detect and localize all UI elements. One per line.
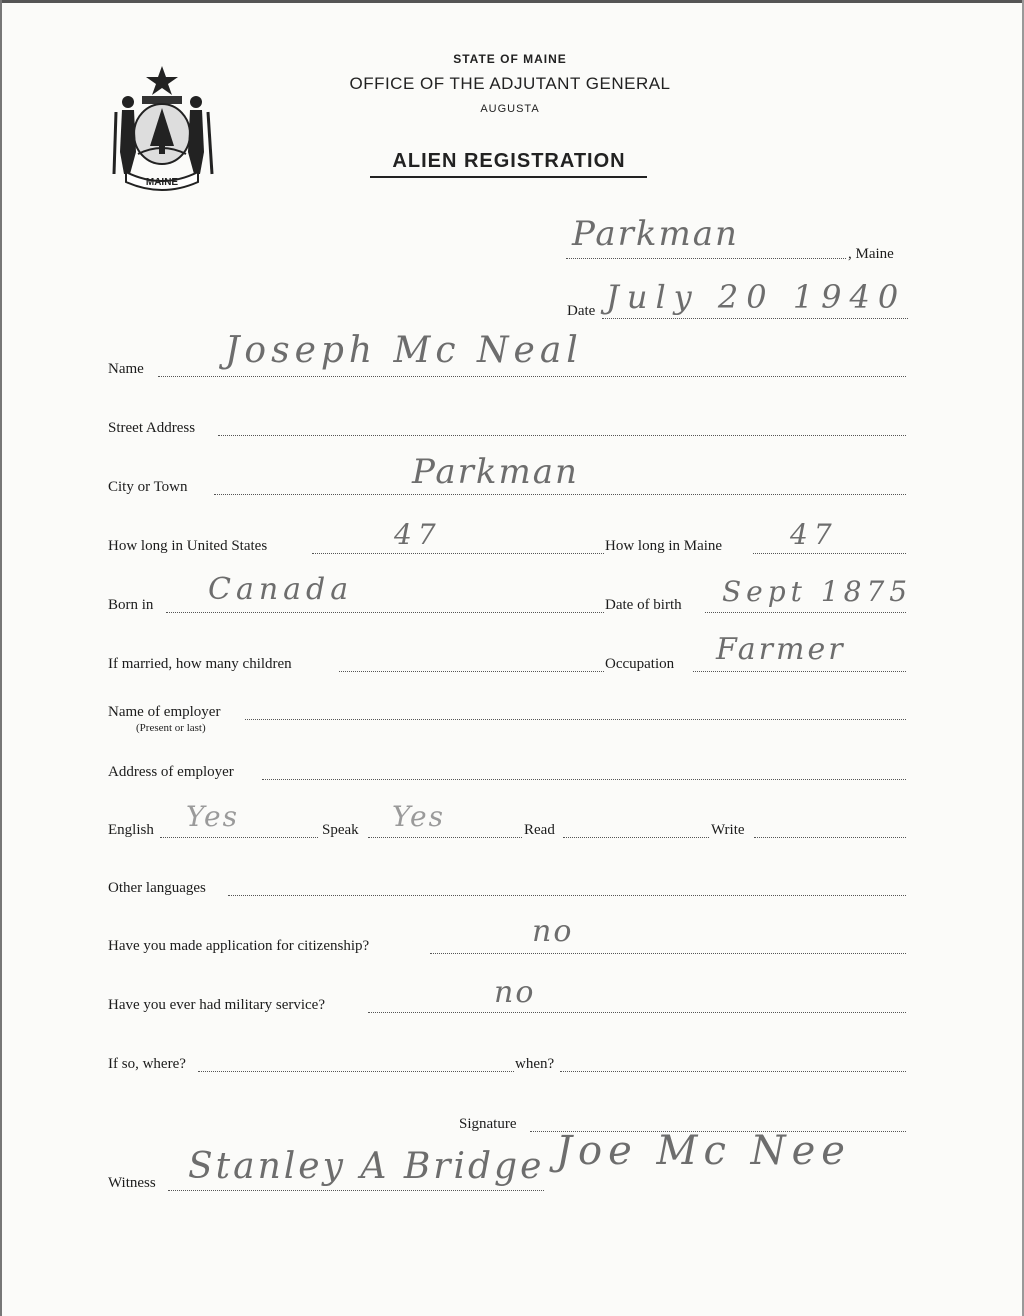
employer-address-line [262,779,906,780]
city-value: Parkman [412,452,579,492]
city-line [214,494,906,495]
english-line [160,837,318,838]
scan-border-left [0,0,2,1316]
street-address-line [218,435,906,436]
town-value: Parkman [572,214,739,254]
english-value: Yes [186,800,239,833]
signature-label: Signature [459,1116,517,1132]
witness-label: Witness [108,1175,156,1191]
title-underline [370,176,647,178]
employer-line [245,719,906,720]
how-long-maine-line [753,553,906,554]
military-label: Have you ever had military service? [108,997,325,1013]
name-value: Joseph Mc Neal [225,330,583,371]
how-long-maine-value: 47 [790,518,838,551]
header-office: OFFICE OF THE ADJUTANT GENERAL [349,74,671,93]
speak-value: Yes [392,800,445,833]
signature-value: Joe Mc Nee [556,1128,851,1174]
how-long-maine-label: How long in Maine [605,538,723,554]
witness-value: Stanley A Bridge [188,1146,545,1187]
when-label: when? [515,1056,555,1072]
citizenship-line [430,953,906,954]
english-label: English [108,822,154,838]
scan-border-top [0,0,1024,3]
children-line [339,671,604,672]
born-in-line [166,612,604,613]
name-label: Name [108,361,144,377]
speak-line [368,837,522,838]
military-line [368,1012,906,1013]
date-line [602,318,908,319]
citizenship-value: no [532,914,574,949]
employer-label: Name of employer [108,704,221,720]
where-label: If so, where? [108,1056,186,1072]
children-label: If married, how many children [108,656,292,672]
born-in-label: Born in [108,597,154,613]
occupation-label: Occupation [605,656,675,672]
write-line [754,837,906,838]
town-line [566,258,846,259]
header-city: AUGUSTA [480,103,540,115]
military-value: no [494,975,536,1010]
where-line [198,1071,514,1072]
employer-address-label: Address of employer [108,764,234,780]
date-of-birth-value: Sept 1875 [722,575,913,608]
how-long-us-label: How long in United States [108,538,268,554]
street-address-label: Street Address [108,420,196,436]
witness-line [168,1190,544,1191]
how-long-us-line [312,553,604,554]
date-value: July 20 1940 [606,278,907,316]
other-languages-line [228,895,906,896]
date-of-birth-line [705,612,906,613]
speak-label: Speak [322,822,359,838]
employer-sublabel: (Present or last) [136,722,206,734]
born-in-value: Canada [208,572,354,607]
when-line [560,1071,906,1072]
form-title: ALIEN REGISTRATION [392,150,626,172]
seal-banner-text: MAINE [145,177,179,188]
write-label: Write [711,822,745,838]
maine-label: , Maine [848,246,894,262]
how-long-us-value: 47 [394,518,442,551]
other-languages-label: Other languages [108,880,206,896]
occupation-line [693,671,906,672]
name-line [158,376,906,377]
read-line [563,837,709,838]
date-label: Date [567,303,596,319]
citizenship-label: Have you made application for citizenship? [108,938,370,954]
header-state: STATE OF MAINE [453,52,567,66]
date-of-birth-label: Date of birth [605,597,682,613]
city-label: City or Town [108,479,188,495]
read-label: Read [524,822,555,838]
occupation-value: Farmer [716,632,846,667]
